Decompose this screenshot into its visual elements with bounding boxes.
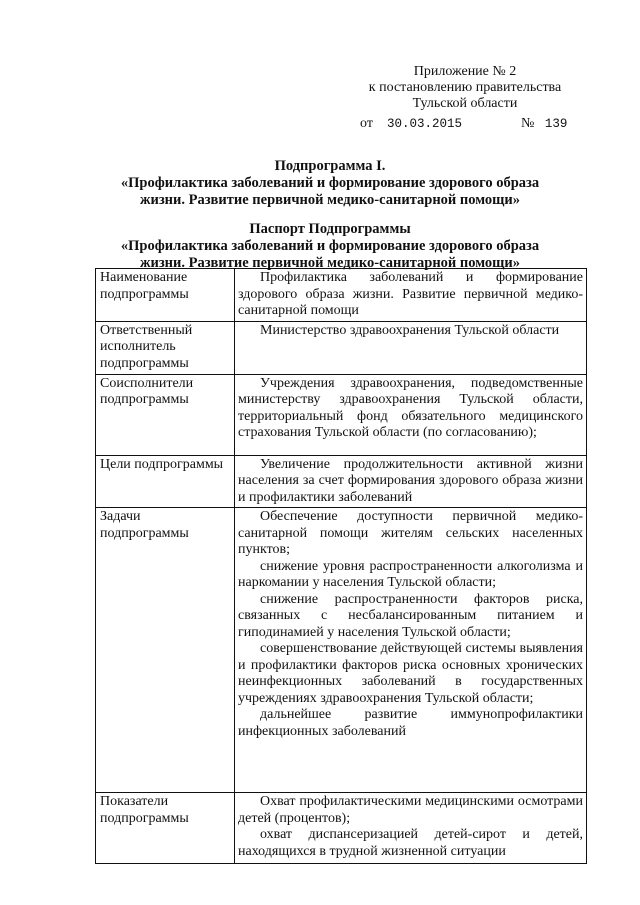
row-paragraph: Министерство здравоохранения Тульской области — [260, 322, 560, 338]
signature-line — [360, 116, 567, 132]
table-row — [96, 455, 587, 508]
appendix-resolution: к постановлению правительства — [368, 80, 562, 95]
row-paragraph: снижение уровня распространенности алкоголизма и наркомании у населения Тульской области; — [238, 558, 583, 590]
row-value — [235, 321, 587, 374]
row-value — [235, 269, 587, 322]
appendix-block — [330, 64, 600, 112]
row-paragraph: Профилактика заболеваний и формирование здорового образа жизни. Развитие первичной медико-санитарной помощи — [238, 270, 583, 318]
row-label: Показатели подпрограммы — [96, 793, 235, 864]
row-paragraph: Охват профилактическими медицинскими осмотрами детей (процентов); — [238, 794, 583, 826]
row-value — [235, 793, 587, 864]
row-paragraph: Учреждения здравоохранения, подведомственные министерству здравоохранения Тульской области, территориальный фонд обязательного медицинского страхования Тульской области (по согласованию); — [238, 375, 583, 440]
appendix-number: Приложение № 2 — [413, 64, 517, 79]
appendix-region: Тульской области — [412, 96, 518, 111]
table-row — [96, 793, 587, 864]
row-paragraph: охват диспансеризацией детей-сирот и детей, находящихся в трудной жизненной ситуации — [238, 827, 583, 859]
row-paragraph: совершенствование действующей системы выявления и профилактики факторов риска основных хронических неинфекционных заболеваний в государственных учреждениях здравоохранения Тульской области; — [238, 641, 583, 706]
resolution-number: 139 — [544, 117, 568, 131]
passport-name-line2: жизни. Развитие первичной медико-санитарной помощи» — [139, 255, 521, 271]
row-value — [235, 508, 587, 793]
row-label: Цели подпрограммы — [96, 455, 235, 508]
passport-name-line1: «Профилактика заболеваний и формирование здорового образа — [120, 238, 540, 254]
row-label: Задачи подпрограммы — [96, 508, 235, 793]
row-paragraph: снижение распространенности факторов риска, связанных с несбалансированным питанием и гиподинамией у населения Тульской области; — [238, 591, 583, 640]
row-paragraph: Обеспечение доступности первичной медико-санитарной помощи жителям сельских населенных пунктов; — [238, 509, 583, 557]
row-paragraph: Увеличение продолжительности активной жизни населения за счет формирования здорового образа жизни и профилактики заболеваний — [238, 456, 583, 505]
table-row — [96, 269, 587, 322]
resolution-date: 30.03.2015 — [386, 117, 462, 131]
table-row — [96, 508, 587, 793]
row-value — [235, 374, 587, 455]
number-label: № — [520, 116, 535, 131]
row-label: Наименование подпрограммы — [96, 269, 235, 322]
table-row — [96, 374, 587, 455]
subprogram-name-line1: «Профилактика заболеваний и формирование здорового образа — [120, 175, 540, 191]
row-label: Соисполнители подпрограммы — [96, 374, 235, 455]
subprogram-name-line2: жизни. Развитие первичной медико-санитарной помощи» — [139, 192, 521, 208]
row-paragraph: дальнейшее развитие иммунопрофилактики инфекционных заболеваний — [238, 707, 583, 739]
subprogram-title: Подпрограмма I. — [274, 158, 386, 174]
table-row — [96, 321, 587, 374]
passport-table — [95, 268, 587, 864]
passport-title: Паспорт Подпрограммы — [249, 221, 411, 237]
row-label: Ответственный исполнитель подпрограммы — [96, 321, 235, 374]
from-label: от — [360, 116, 373, 131]
title-block — [100, 158, 560, 272]
row-value — [235, 455, 587, 508]
